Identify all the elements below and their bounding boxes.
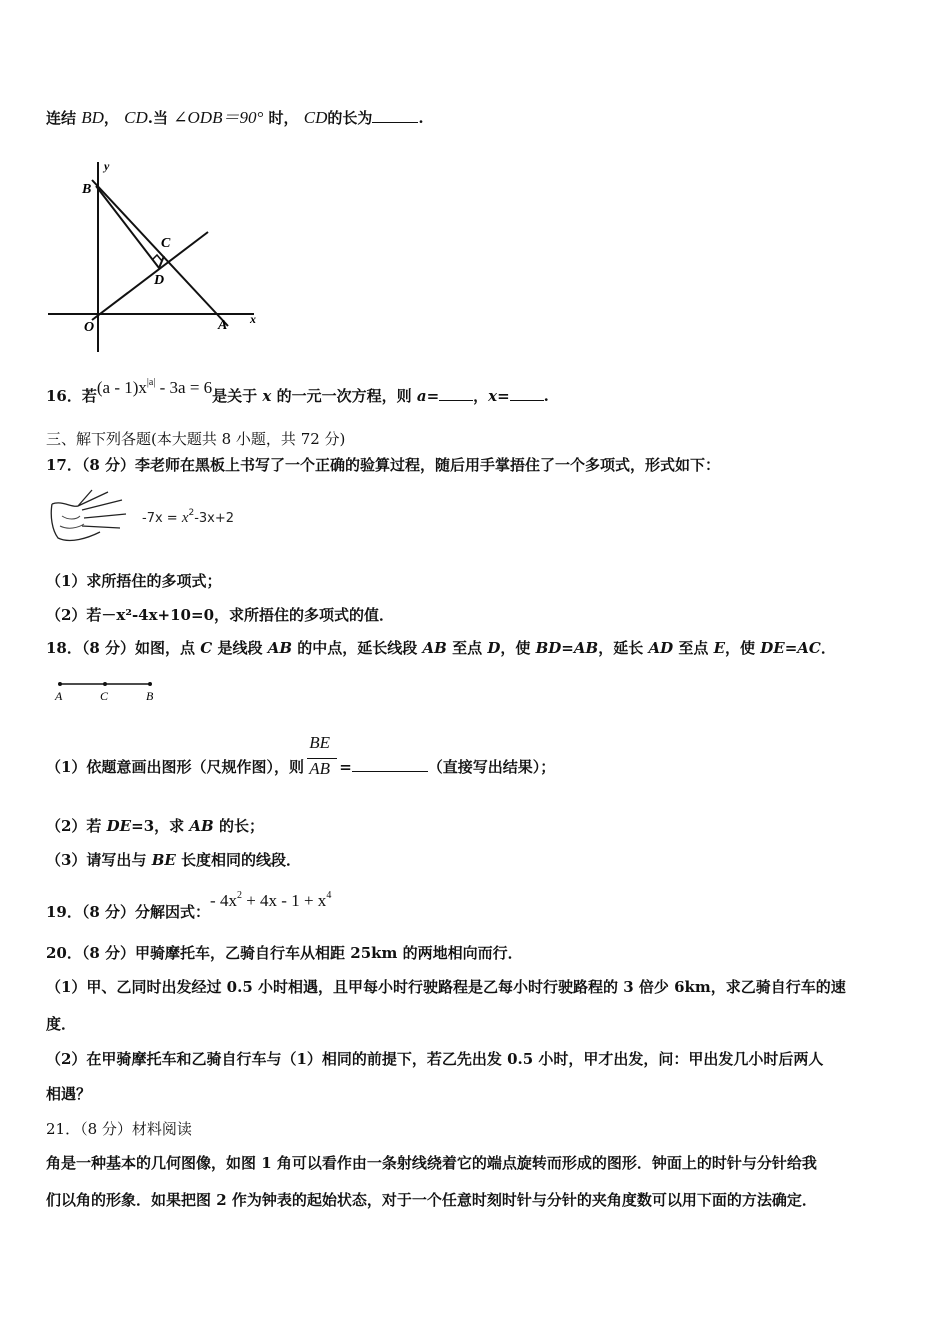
q16-line: 16．若$(a - 1)x^{|a|} - 3a = 6$是关于 x 的一元一次方程，则 a= ，x= . <box>46 377 549 405</box>
palm-lines <box>60 516 84 528</box>
q16-number: 16．若 <box>46 387 97 405</box>
q18-stem: 18．（8 分）如图，点 C 是线段 AB 的中点，延长线段 AB 至点 D，使 BD=AB，延长 AD 至点 E，使 DE=AC． <box>46 639 836 657</box>
q15-line <box>46 108 424 128</box>
point-b <box>148 682 152 686</box>
q15-end: . <box>418 109 424 127</box>
label-c: C <box>161 236 171 251</box>
q17-equation: $-7x = x^2-3x+2$ <box>142 508 235 526</box>
q15-dang: .当 <box>147 109 169 127</box>
q16-a-blank <box>439 386 473 401</box>
label-a: A <box>218 318 228 333</box>
q16-x-blank <box>510 386 544 401</box>
q15-figure <box>44 156 270 358</box>
q21-line2: 们以角的形象．如果把图 2 作为钟表的起始状态，对于一个任意时刻时针与分针的夹角度数可以用下面的方法确定． <box>46 1191 817 1209</box>
q17-part1: （1）求所捂住的多项式； <box>46 572 222 590</box>
section-3-heading: 三、解下列各题(本大题共 8 小题，共 72 分) <box>46 430 346 448</box>
q15-lead: 连结 <box>46 109 77 127</box>
label-x: x <box>250 312 256 326</box>
q20-part2-line1: （2）在甲骑摩托车和乙骑自行车与（1）相同的前提下，若乙先出发 0.5 小时，甲才出发，问：甲出发几小时后两人 <box>46 1050 824 1068</box>
label-o: O <box>84 320 95 335</box>
q15-cd: CD <box>124 108 148 127</box>
q17-stem: 17．（8 分）李老师在黑板上书写了一个正确的验算过程，随后用手掌捂住了一个多项式，形式如下： <box>46 456 721 474</box>
fraction-denominator: AB <box>309 759 330 778</box>
q20-part1-line2: 度． <box>46 1015 77 1033</box>
label-c: C <box>100 689 109 703</box>
q18-answer-blank <box>352 757 428 772</box>
q21-line1: 角是一种基本的几何图像，如图 1 角可以看作由一条射线绕着它的端点旋转而形成的图形．钟面上的时针与分针给我 <box>46 1154 817 1172</box>
point-a <box>58 682 62 686</box>
label-y: y <box>104 159 110 173</box>
q15-comma: ， <box>103 109 119 127</box>
q18-segment-figure <box>50 676 170 706</box>
hand-image <box>48 486 132 546</box>
q15-tail: 的长为 <box>327 109 373 127</box>
q19-expression: - $4x^2 + 4x - 1 + x^4$ <box>210 890 332 910</box>
q15-answer-blank <box>372 108 418 123</box>
q20-part2-line2: 相遇？ <box>46 1085 92 1103</box>
q15-bd: BD <box>81 108 104 127</box>
hand-outline <box>51 490 126 540</box>
label-b: B <box>82 182 92 197</box>
segment-bd <box>96 186 159 268</box>
q20-stem: 20．（8 分）甲骑摩托车，乙骑自行车从相距 25km 的两地相向而行． <box>46 944 523 962</box>
q15-cd2: CD <box>303 108 328 127</box>
q15-angle: ∠ODB＝90° <box>173 108 264 127</box>
line-od <box>92 232 208 320</box>
q18-part1: （1）依题意画出图形（尺规作图），则 $\frac{BE}{AB}$ = （直接写出结果）； <box>46 733 556 778</box>
q19-line: 19．（8 分）分解因式：- $4x^2 + 4x - 1 + x^4$ <box>46 890 332 921</box>
q16-expression: $(a - 1)x^{|a|} - 3a = 6$ <box>96 377 213 397</box>
label-b: B <box>146 689 154 703</box>
fraction-numerator: BE <box>309 733 330 752</box>
q20-part1-line1: （1）甲、乙同时出发经过 0.5 小时相遇，且甲每小时行驶路程是乙每小时行驶路程的 3 倍少 6km，求乙骑自行车的速 <box>46 978 846 996</box>
fraction-be-ab <box>309 733 339 778</box>
q21-stem: 21．（8 分）材料阅读 <box>46 1120 192 1138</box>
q15-shi: 时， <box>268 109 299 127</box>
point-c <box>103 682 107 686</box>
q17-part2: （2）若－x²-4x+10=0，求所捂住的多项式的值． <box>46 606 395 624</box>
label-d: D <box>154 273 165 288</box>
q18-part2: （2）若 DE=3，求 AB 的长； <box>46 817 264 835</box>
q18-part3: （3）请写出与 BE 长度相同的线段． <box>46 851 302 869</box>
label-a: A <box>55 689 63 703</box>
